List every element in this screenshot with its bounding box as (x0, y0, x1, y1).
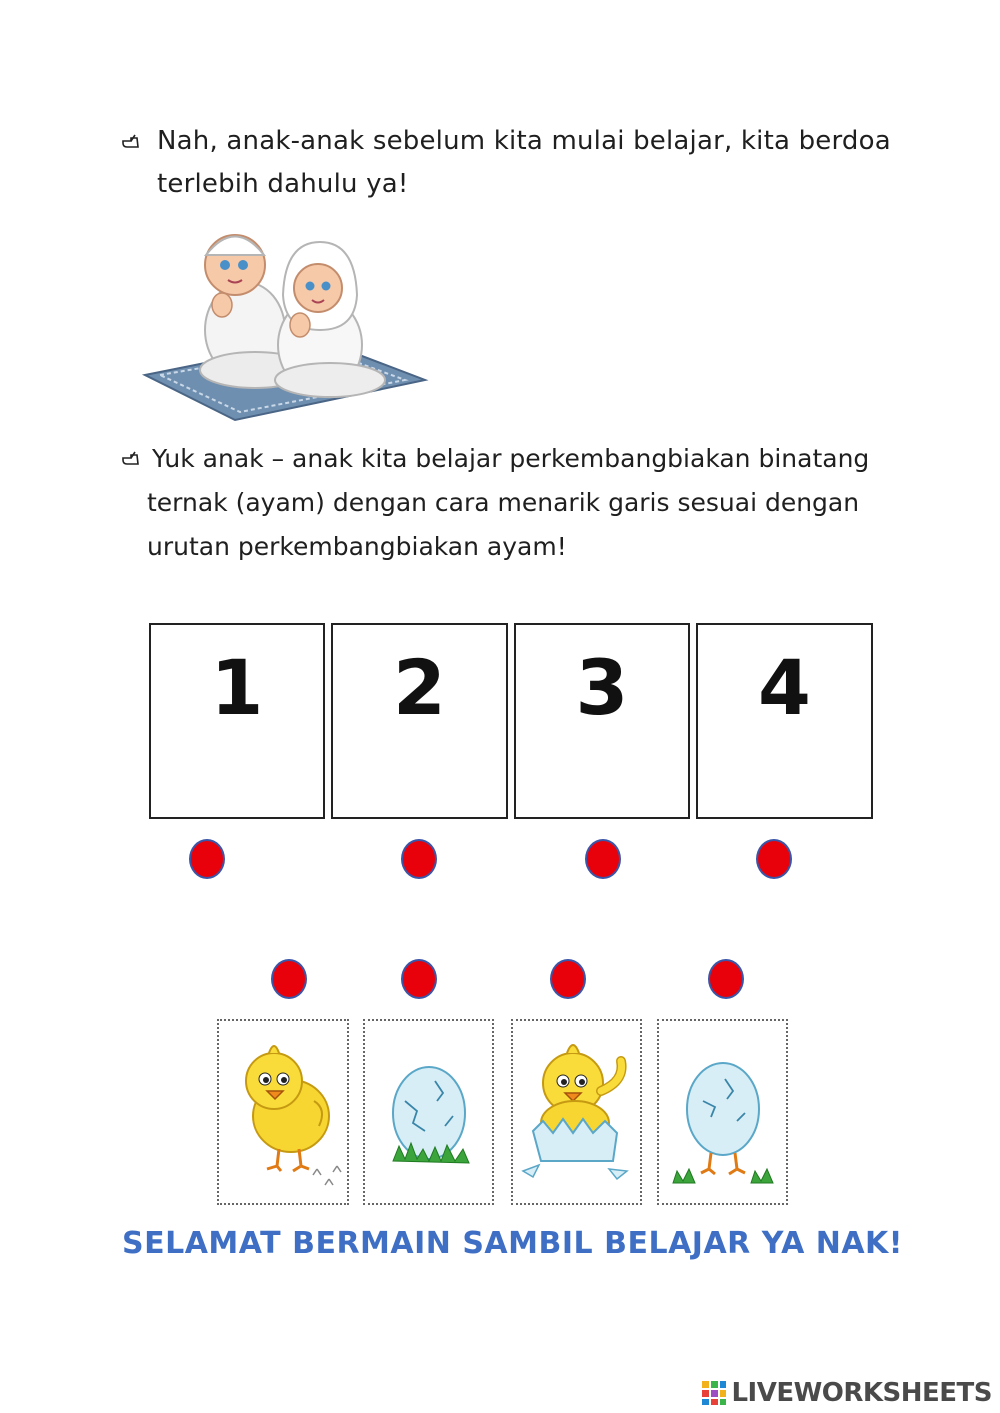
bottom-connector-dot-4[interactable] (708, 959, 744, 999)
brand-logo (701, 1379, 992, 1407)
card-egg-with-legs (657, 1019, 788, 1205)
closing-message: SELAMAT BERMAIN SAMBIL BELAJAR YA NAK! (122, 1226, 903, 1261)
instruction-line-3: urutan perkembangbiakan ayam! (147, 532, 567, 561)
number-box-3[interactable] (514, 623, 690, 819)
top-connector-dot-3[interactable] (585, 839, 621, 879)
number-box-4[interactable] (696, 623, 873, 819)
chick-icon (219, 1021, 347, 1203)
bottom-connector-dot-1[interactable] (271, 959, 307, 999)
number-label: 4 (758, 643, 811, 732)
number-box-1[interactable] (149, 623, 325, 819)
instruction-text (147, 437, 877, 569)
card-cracked-egg (363, 1019, 494, 1205)
number-box-2[interactable] (331, 623, 508, 819)
number-label: 2 (393, 643, 446, 732)
egg-with-legs-icon (659, 1021, 786, 1203)
praying-children-image (140, 220, 430, 425)
instruction-line-2: ternak (ayam) dengan cara menarik garis sesuai dengan (147, 488, 860, 517)
pointing-hand-icon (121, 132, 143, 150)
top-connector-dot-2[interactable] (401, 839, 437, 879)
intro-line-2: terlebih dahulu ya! (157, 169, 409, 199)
card-hatching-chick (511, 1019, 642, 1205)
hatching-chick-icon (513, 1021, 640, 1203)
cracked-egg-icon (365, 1021, 492, 1203)
bottom-connector-dot-3[interactable] (550, 959, 586, 999)
instruction-line-1: Yuk anak – anak kita belajar perkembangbiakan binatang (152, 444, 870, 473)
top-connector-dot-4[interactable] (756, 839, 792, 879)
liveworksheets-logo-icon (701, 1380, 727, 1406)
bottom-connector-dot-2[interactable] (401, 959, 437, 999)
brand-name: LIVEWORKSHEETS (731, 1378, 992, 1408)
card-chick-standing (217, 1019, 349, 1205)
number-label: 3 (575, 643, 629, 732)
top-connector-dot-1[interactable] (189, 839, 225, 879)
pointing-hand-icon (121, 449, 143, 467)
number-label: 1 (210, 643, 264, 732)
intro-line-1: Nah, anak-anak sebelum kita mulai belajar, kita berdoa (157, 126, 891, 156)
